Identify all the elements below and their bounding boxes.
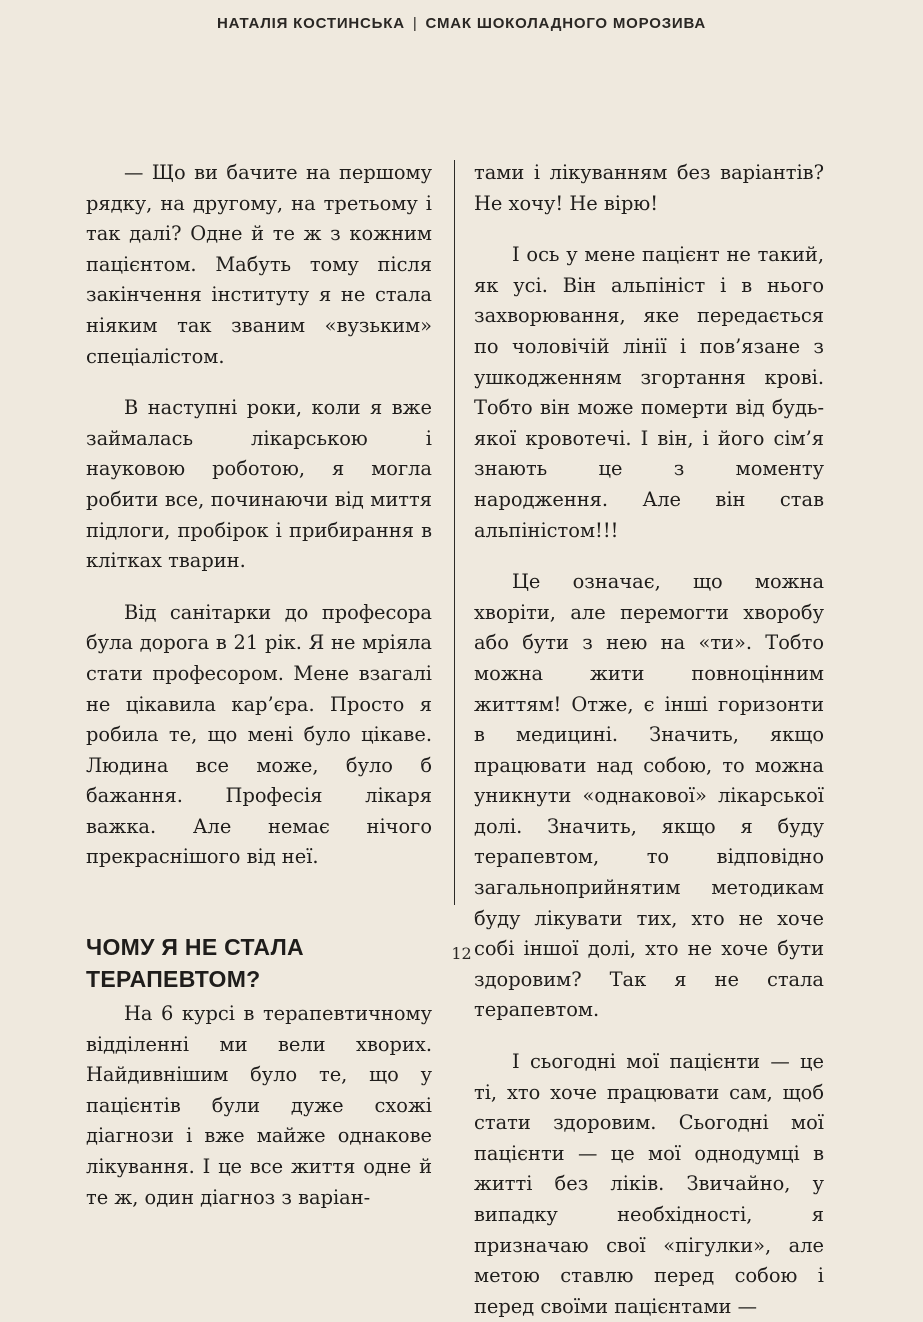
right-paragraph-1: тами і лікуванням без варіантів? Не хочу! Не вірю! bbox=[474, 161, 824, 215]
header-book-title: СМАК ШОКОЛАДНОГО МОРОЗИВА bbox=[425, 15, 706, 32]
header-author: НАТАЛІЯ КОСТИНСЬКА bbox=[216, 15, 405, 32]
section-heading: ЧОМУ Я НЕ СТАЛА ТЕРАПЕВТОМ? bbox=[86, 934, 304, 993]
left-paragraph-4: На 6 курсі в терапевтичному відділенні ми вели хворих. Найдивнішим було те, що у пацієнтів були дуже схожі діагнози і вже майже однакове лікування. І це все життя одне й те ж, один діагноз з варіан- bbox=[86, 1002, 432, 1209]
left-paragraph-3: Від санітарки до професора була дорога в 21 рік. Я не мріяла стати професором. Мене взагалі не цікавила кар’єра. Просто я робила те, що мені було цікаве. Людина все може, було б бажання. Професія лікаря важка. Але немає нічого прекраснішого від неї. bbox=[86, 600, 432, 869]
header-separator: | bbox=[412, 15, 418, 32]
page-number: 12 bbox=[451, 944, 472, 963]
right-column bbox=[474, 158, 824, 1322]
column-divider bbox=[454, 160, 455, 905]
left-column bbox=[86, 158, 432, 1213]
right-paragraph-4: І сьогодні мої пацієнти — це ті, хто хоче працювати сам, щоб стати здоровим. Сьогодні мої пацієнти — це мої однодумці в житті без ліків. Звичайно, у випадку необхідності, я призначаю свої «пігулки», але метою ставлю перед собою і перед своїми пацієнтами — bbox=[474, 1050, 824, 1318]
running-header bbox=[0, 15, 923, 32]
right-paragraph-3: Це означає, що можна хворіти, але перемогти хворобу або бути з нею на «ти». Тобто можна жити повноцінним життям! Отже, є інші горизонти в медицині. Значить, якщо працювати над собою, то можна уникнути «однакової» лікарської долі. Значить, якщо я буду терапевтом, то відповідно загальноприйнятим методикам буду лікувати тих, хто не хоче собі іншої долі, хто не хоче бути здоровим? Так я не стала терапевтом. bbox=[474, 570, 824, 1022]
left-paragraph-2: В наступні роки, коли я вже займалась лікарською і науковою роботою, я могла робити все, починаючи від миття підлоги, пробірок і прибирання в клітках тварин. bbox=[86, 396, 432, 573]
right-paragraph-2: І ось у мене пацієнт не такий, як усі. Він альпініст і в нього захворювання, яке передається по чоловічій лінії і пов’язане з ушкодженням згортання крові. Тобто він може померти від будь-якої кровотечі. І він, і його сім’я знають це з моменту народження. Але він став альпіністом!!! bbox=[474, 243, 824, 542]
left-paragraph-1: — Що ви бачите на першому рядку, на другому, на третьому і так далі? Одне й те ж з кожним пацієнтом. Мабуть тому після закінчення інституту я не стала ніяким так званим «вузьким» спеціалістом. bbox=[86, 161, 432, 368]
